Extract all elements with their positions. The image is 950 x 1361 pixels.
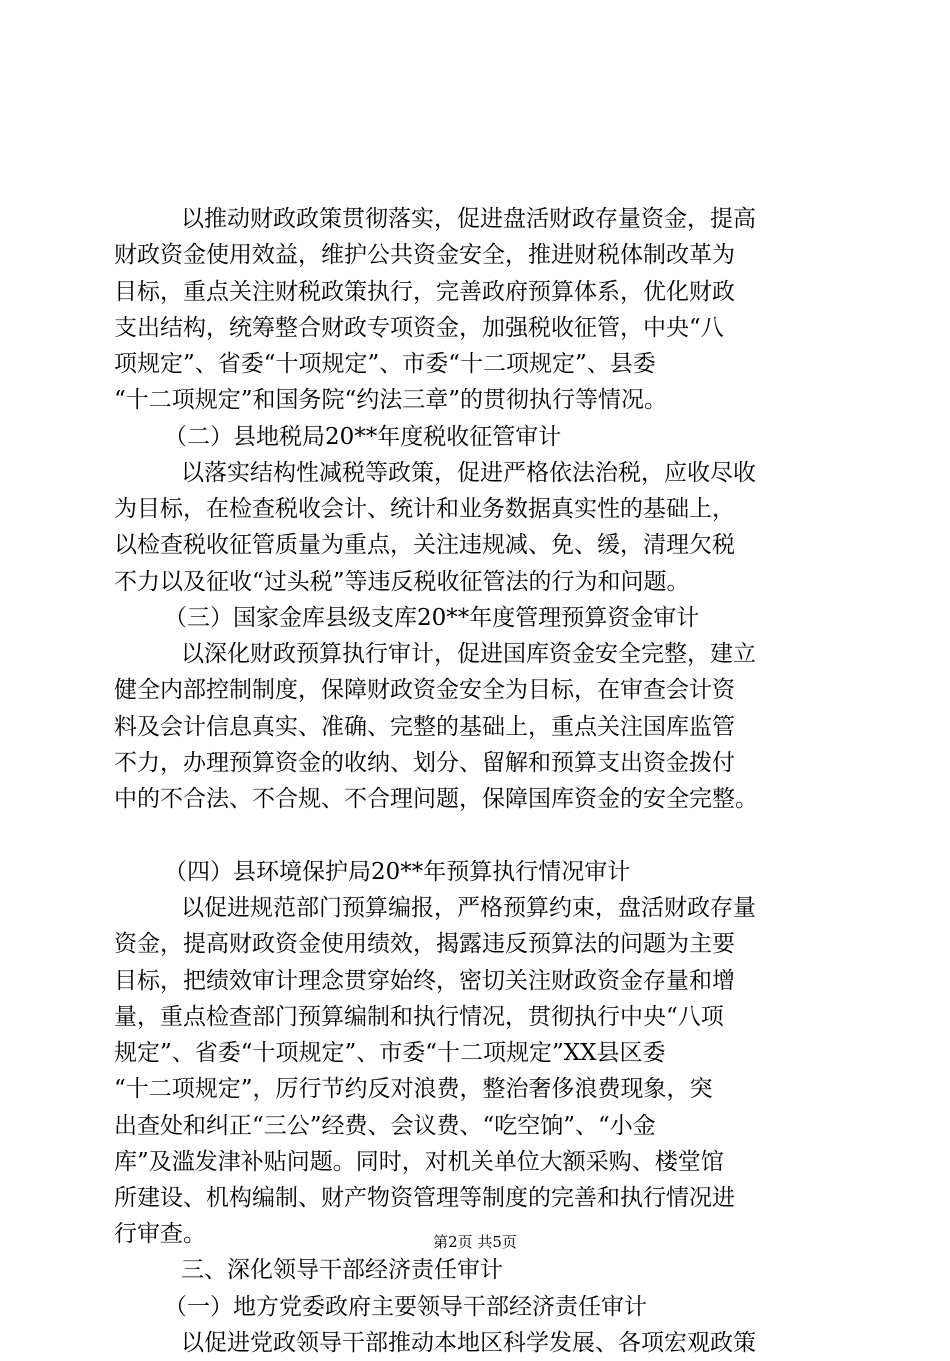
text-line: 以促进规范部门预算编报，严格预算约束，盘活财政存量: [181, 895, 756, 921]
text-line: 以推动财政政策贯彻落实，促进盘活财政存量资金，提高: [181, 206, 756, 232]
section-heading: （四）县环境保护局20**年预算执行情况审计: [164, 859, 631, 885]
text-line: 量，重点检查部门预算编制和执行情况，贯彻执行中央“八项: [114, 1004, 724, 1030]
text-line: 出查处和纠正“三公”经费、会议费、“吃空饷”、“小金: [114, 1113, 656, 1139]
text-line: 以促进党政领导干部推动本地区科学发展、各项宏观政策: [181, 1330, 756, 1356]
text-line: 以深化财政预算执行审计，促进国库资金安全完整，建立: [181, 641, 756, 667]
text-line: 料及会计信息真实、准确、完整的基础上，重点关注国库监管: [114, 714, 735, 740]
text-line: “十二项规定”，厉行节约反对浪费，整治奢侈浪费现象，突: [114, 1076, 713, 1102]
text-line: 以落实结构性减税等政策，促进严格依法治税，应收尽收: [181, 460, 756, 486]
text-line: 不力以及征收“过头税”等违反税收征管法的行为和问题。: [114, 569, 690, 595]
text-line: 支出结构，统筹整合财政专项资金，加强税收征管，中央“八: [114, 315, 724, 341]
text-line: 规定”、省委“十项规定”、市委“十二项规定”XX县区委: [114, 1040, 666, 1066]
text-line: 目标，把绩效审计理念贯穿始终，密切关注财政资金存量和增: [114, 968, 735, 994]
text-line: 中的不合法、不合规、不合理问题，保障国库资金的安全完整。: [114, 786, 758, 812]
section-heading: 三、深化领导干部经济责任审计: [181, 1257, 503, 1283]
text-line: 不力，办理预算资金的收纳、划分、留解和预算支出资金拨付: [114, 750, 735, 776]
text-line: 行审查。: [114, 1221, 206, 1247]
text-line: 所建设、机构编制、财产物资管理等制度的完善和执行情况进: [114, 1185, 735, 1211]
page-footer: 第2页 共5页: [433, 1233, 517, 1251]
text-line: 为目标，在检查税收会计、统计和业务数据真实性的基础上，: [114, 496, 735, 522]
section-heading: （三）国家金库县级支库20**年度管理预算资金审计: [164, 605, 700, 631]
section-heading: （二）县地税局20**年度税收征管审计: [164, 424, 562, 450]
text-line: 资金，提高财政资金使用绩效，揭露违反预算法的问题为主要: [114, 931, 735, 957]
text-line: 以检查税收征管质量为重点，关注违规减、免、缓，清理欠税: [114, 532, 735, 558]
text-line: 项规定”、省委“十项规定”、市委“十二项规定”、县委: [114, 351, 656, 377]
text-line: 库”及滥发津补贴问题。同时，对机关单位大额采购、楼堂馆: [114, 1149, 724, 1175]
text-line: 目标，重点关注财税政策执行，完善政府预算体系，优化财政: [114, 279, 735, 305]
text-line: “十二项规定”和国务院“约法三章”的贯彻执行等情况。: [114, 387, 668, 413]
text-line: 财政资金使用效益，维护公共资金安全，推进财税体制改革为: [114, 242, 735, 268]
section-heading: （一）地方党委政府主要领导干部经济责任审计: [164, 1294, 647, 1320]
text-line: 健全内部控制制度，保障财政资金安全为目标，在审查会计资: [114, 677, 735, 703]
